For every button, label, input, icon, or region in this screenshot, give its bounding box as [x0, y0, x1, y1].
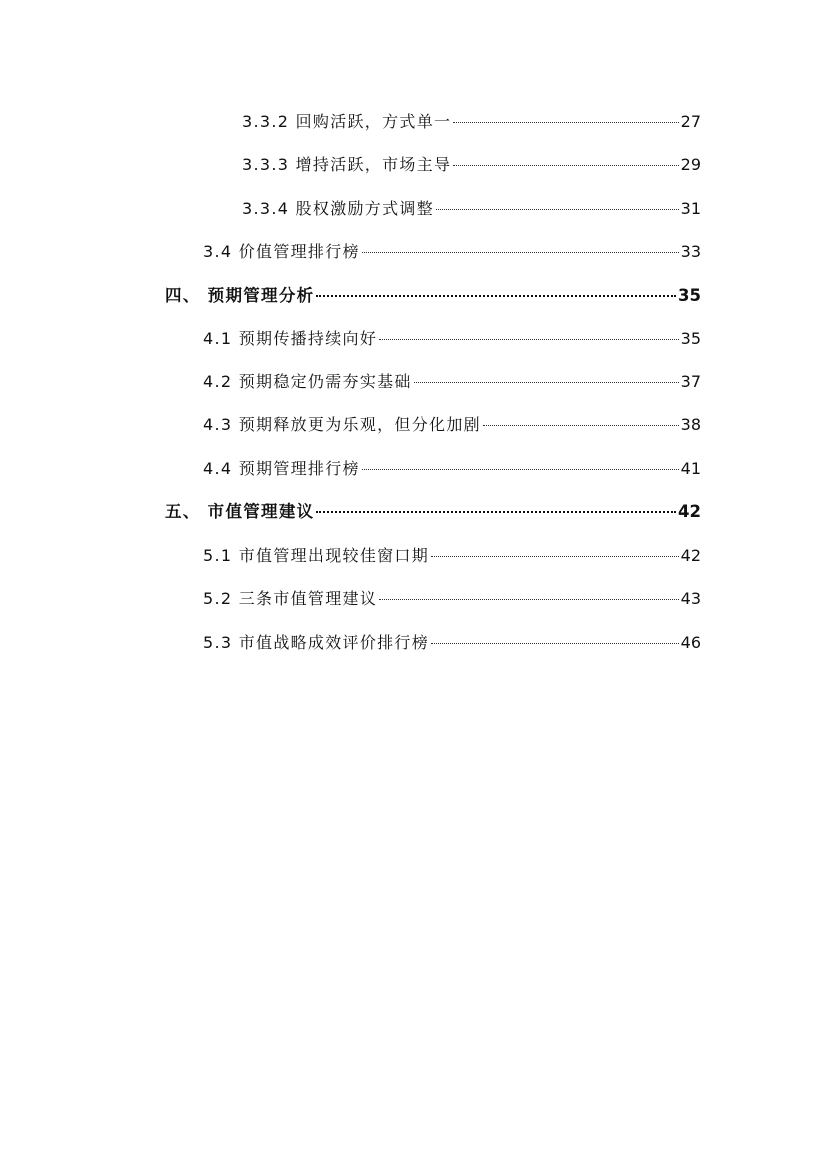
toc-entry-label: 5.1 市值管理出现较佳窗口期 — [203, 546, 430, 565]
toc-entry-3-3-3[interactable] — [242, 152, 701, 178]
toc-dot-leader — [483, 425, 679, 426]
toc-entry-label: 3.3.3 增持活跃，市场主导 — [242, 155, 452, 174]
toc-page-number: 35 — [680, 329, 701, 348]
toc-entry-3-3-4[interactable] — [242, 196, 701, 222]
toc-entry-label: 4.1 预期传播持续向好 — [203, 329, 378, 348]
toc-entry-label: 4.3 预期释放更为乐观，但分化加剧 — [203, 415, 481, 434]
toc-entry-label: 4.2 预期稳定仍需夯实基础 — [203, 372, 412, 391]
toc-page-number: 41 — [680, 459, 701, 478]
toc-page-number: 31 — [680, 199, 701, 218]
toc-dot-leader — [362, 252, 679, 253]
toc-page-number: 37 — [680, 372, 701, 391]
toc-chapter-4[interactable] — [165, 283, 701, 309]
toc-entry-label: 4.4 预期管理排行榜 — [203, 459, 360, 478]
toc-chapter-5[interactable] — [165, 499, 701, 525]
toc-chapter-label: 四、 预期管理分析 — [165, 286, 315, 305]
toc-dot-leader — [316, 511, 676, 513]
toc-entry-5-1[interactable] — [203, 543, 701, 569]
toc-dot-leader — [362, 469, 679, 470]
toc-entry-4-2[interactable] — [203, 369, 701, 395]
toc-page-number: 27 — [680, 112, 701, 131]
toc-dot-leader — [379, 599, 679, 600]
toc-entry-label: 3.3.2 回购活跃，方式单一 — [242, 112, 452, 131]
toc-dot-leader — [414, 382, 679, 383]
toc-dot-leader — [453, 165, 678, 166]
toc-entry-label: 5.3 市值战略成效评价排行榜 — [203, 633, 430, 652]
toc-entry-5-3[interactable] — [203, 630, 701, 656]
toc-page-number: 42 — [678, 502, 701, 521]
toc-page-number: 33 — [680, 242, 701, 261]
toc-page-number: 46 — [680, 633, 701, 652]
toc-dot-leader — [431, 556, 679, 557]
toc-entry-3-3-2[interactable] — [242, 109, 701, 135]
toc-page-number: 42 — [680, 546, 701, 565]
toc-entry-3-4[interactable] — [203, 239, 701, 265]
toc-entry-4-4[interactable] — [203, 456, 701, 482]
toc-entry-4-3[interactable] — [203, 412, 701, 438]
toc-dot-leader — [453, 122, 678, 123]
toc-page-number: 43 — [680, 589, 701, 608]
toc-dot-leader — [431, 643, 679, 644]
toc-entry-4-1[interactable] — [203, 326, 701, 352]
toc-entry-label: 3.3.4 股权激励方式调整 — [242, 199, 434, 218]
toc-entry-label: 3.4 价值管理排行榜 — [203, 242, 360, 261]
toc-entry-label: 5.2 三条市值管理建议 — [203, 589, 378, 608]
toc-chapter-label: 五、 市值管理建议 — [165, 502, 315, 521]
toc-dot-leader — [379, 339, 679, 340]
toc-entry-5-2[interactable] — [203, 586, 701, 612]
toc-page-number: 35 — [678, 286, 701, 305]
toc-dot-leader — [316, 295, 676, 297]
toc-page-number: 38 — [680, 415, 701, 434]
toc-dot-leader — [436, 209, 679, 210]
toc-page-number: 29 — [680, 155, 701, 174]
